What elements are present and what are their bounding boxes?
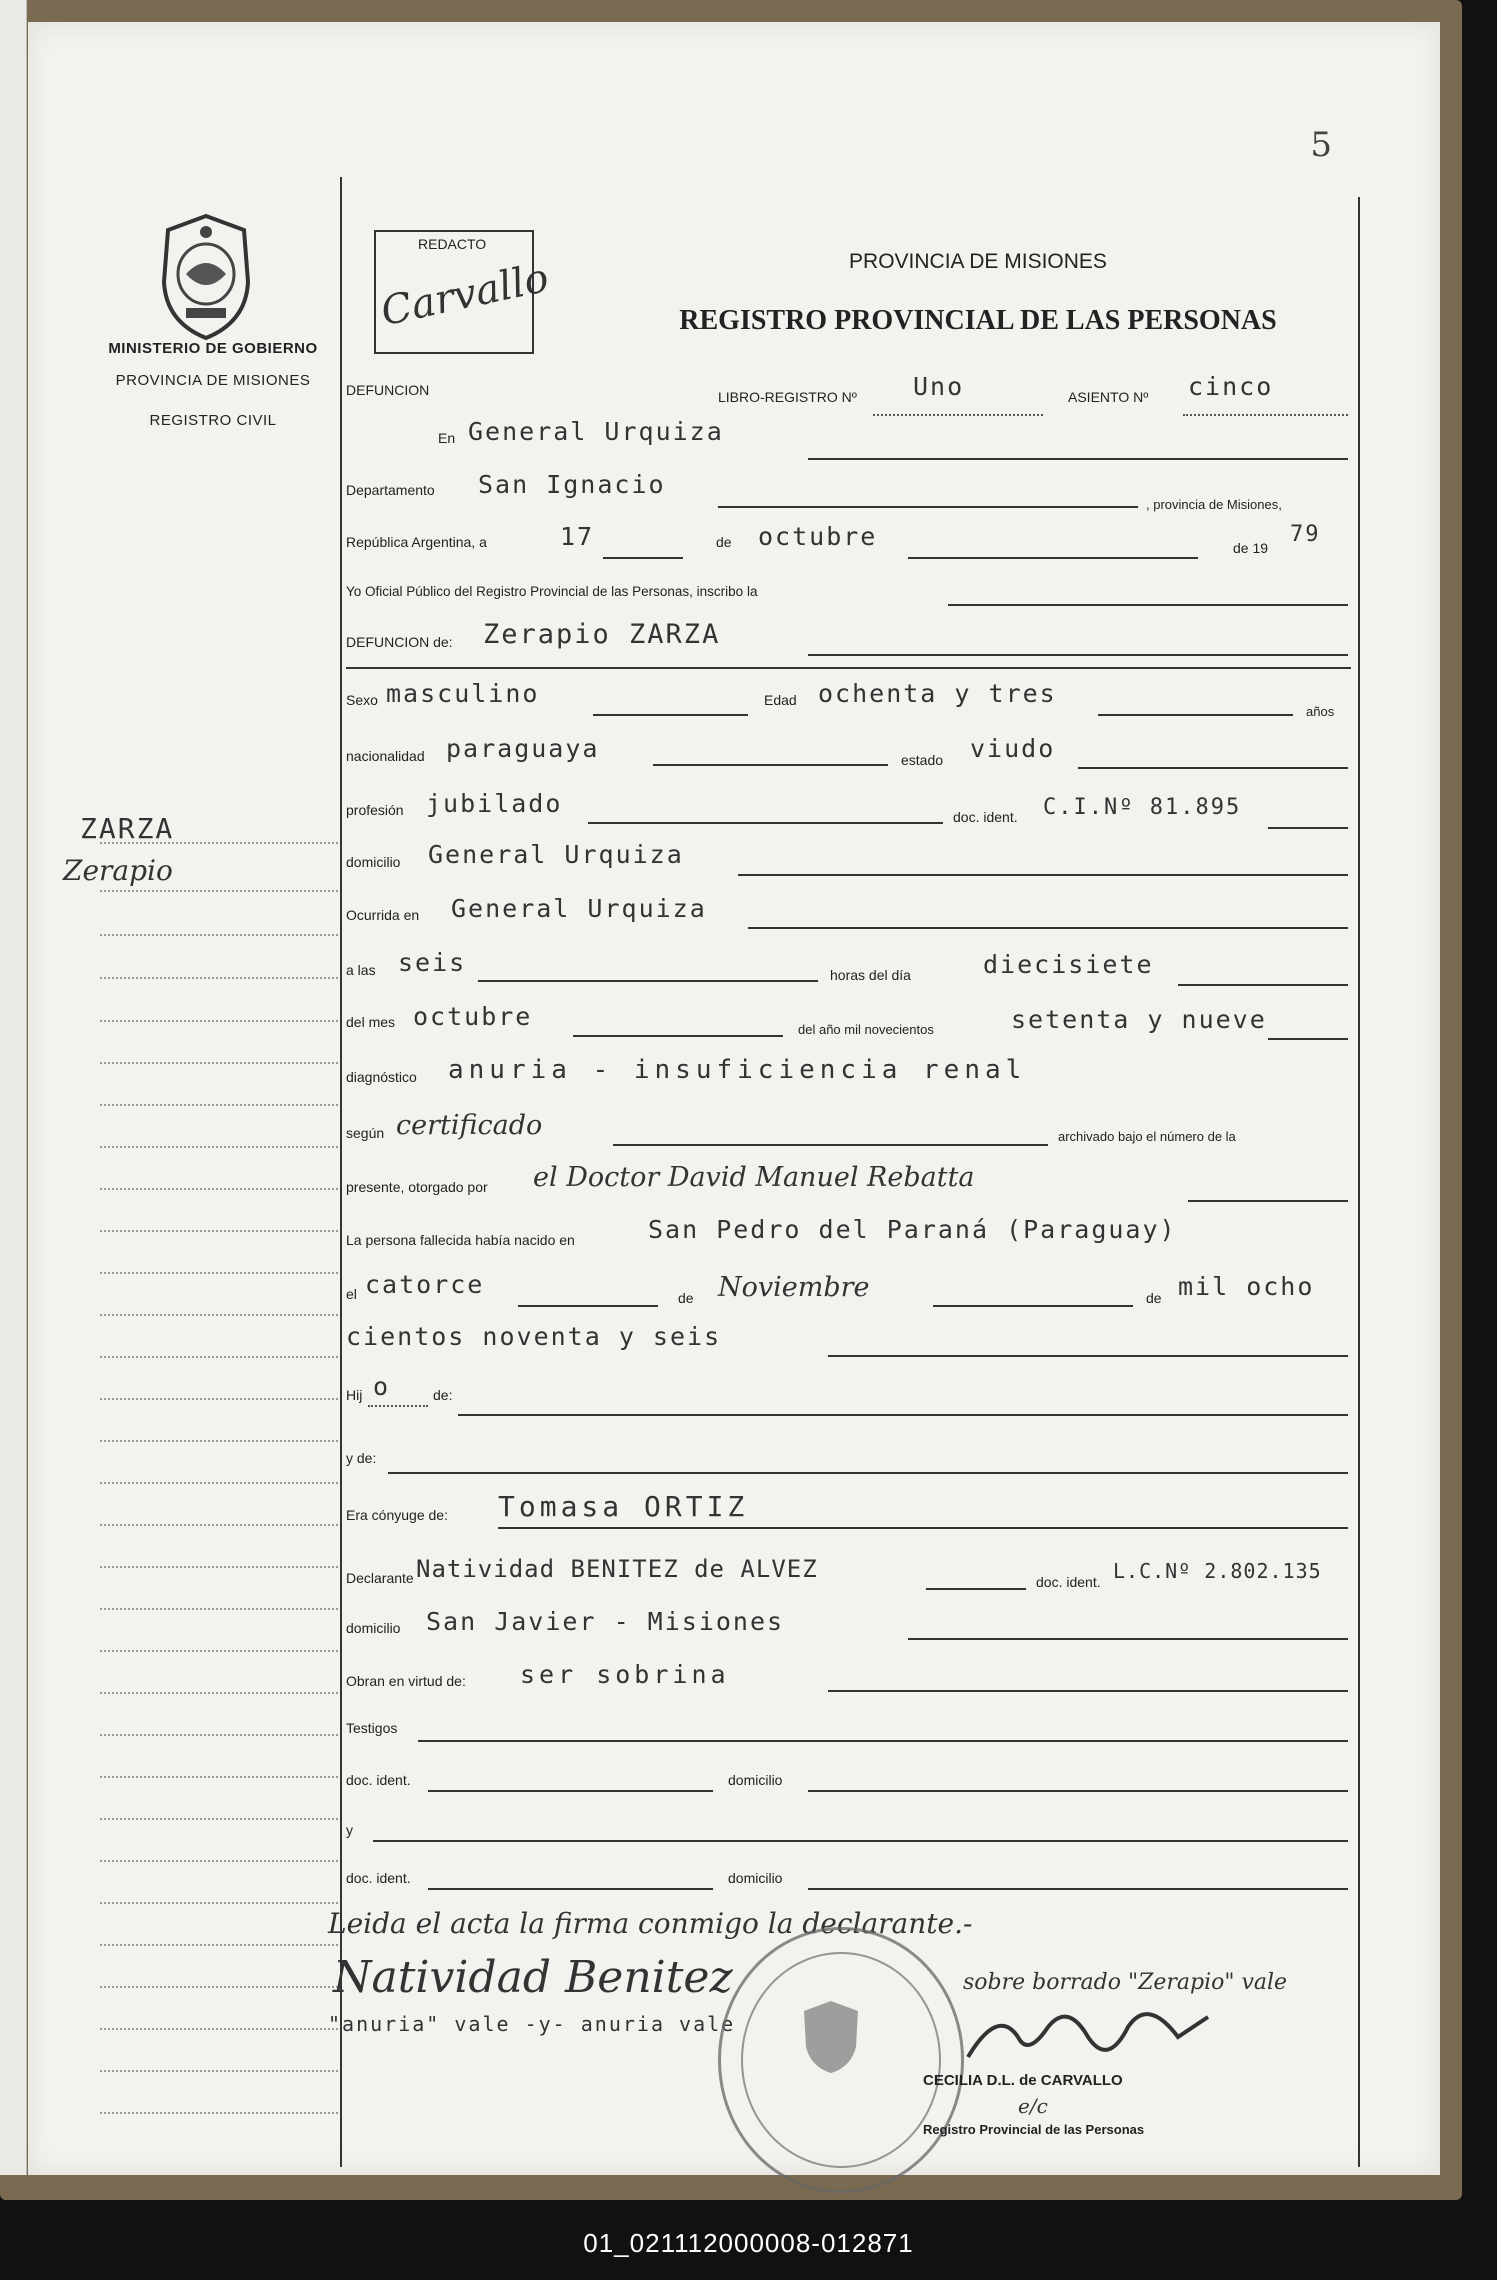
defuncion-de-label: DEFUNCION de: — [346, 634, 453, 650]
mes-value: octubre — [758, 522, 878, 551]
decl-doc-label: doc. ident. — [1036, 1574, 1101, 1590]
ocurrida-label: Ocurrida en — [346, 907, 420, 923]
departamento-value: San Ignacio — [478, 470, 666, 499]
hij-de-label: de: — [433, 1387, 453, 1403]
y-label: y — [346, 1822, 353, 1838]
presente-label: presente, otorgado por — [346, 1179, 488, 1195]
registry-label: REGISTRO CIVIL — [149, 412, 277, 429]
conyuge-label: Era cónyuge de: — [346, 1507, 448, 1523]
declarante-signature: Natividad Benitez — [333, 1952, 733, 2003]
del-mes-label: del mes — [346, 1014, 396, 1030]
official-name: CECILIA D.L. de CARVALLO — [923, 2072, 1123, 2089]
ministry-label: MINISTERIO DE GOBIERNO — [108, 340, 318, 357]
declarante-value: Natividad BENITEZ de ALVEZ — [416, 1555, 818, 1583]
a-las-label: a las — [346, 962, 376, 978]
diagnostico-label: diagnóstico — [346, 1069, 417, 1085]
el-label: el — [346, 1286, 357, 1302]
margin-surname: ZARZA — [80, 812, 175, 845]
doc-ident2-label: doc. ident. — [346, 1772, 411, 1788]
testigos-label: Testigos — [346, 1720, 398, 1736]
correction-note-1: sobre borrado "Zerapio" vale — [963, 1970, 1288, 1995]
official-signature — [958, 1997, 1218, 2077]
de2-label: de — [678, 1290, 694, 1306]
decl-doc-value: L.C.Nº 2.802.135 — [1113, 1559, 1322, 1583]
de-label: de — [716, 534, 732, 550]
official-office: Registro Provincial de las Personas — [923, 2122, 1145, 2137]
horas-label: horas del día — [830, 967, 911, 983]
y-de-label: y de: — [346, 1450, 377, 1466]
de3-value: mil ocho — [1178, 1272, 1315, 1301]
page-number: 5 — [1310, 125, 1332, 165]
decl-domicilio-value: San Javier - Misiones — [426, 1607, 785, 1636]
obran-value: ser sobrina — [520, 1660, 730, 1689]
left-margin-rule — [340, 177, 342, 2167]
estado-value: viudo — [970, 734, 1056, 763]
nacionalidad-label: nacionalidad — [346, 748, 425, 764]
doc-ident-label: doc. ident. — [953, 809, 1018, 825]
departamento-label: Departamento — [346, 482, 435, 498]
anios-label: años — [1306, 704, 1335, 719]
nacido-label: La persona fallecida había nacido en — [346, 1232, 575, 1248]
anio-value: 79 — [1290, 522, 1321, 547]
domicilio-label: domicilio — [346, 854, 401, 870]
el-value: catorce — [365, 1270, 485, 1299]
margin-given-name: Zerapio — [63, 854, 173, 887]
estado-label: estado — [901, 752, 944, 768]
redacto-signature: Carvallo — [377, 254, 553, 336]
del-anio-label: del año mil novecientos — [798, 1022, 934, 1037]
diagnostico-value: anuria - insuficiencia renal — [448, 1055, 1027, 1085]
profesion-label: profesión — [346, 802, 404, 818]
en-label: En — [438, 430, 456, 446]
doc-ident-value: C.I.Nº 81.895 — [1043, 795, 1242, 820]
dia-value: 17 — [560, 522, 595, 551]
right-margin-rule — [1358, 197, 1360, 2167]
domicilio-value: General Urquiza — [428, 840, 684, 869]
sexo-value: masculino — [386, 679, 540, 708]
provincial-seal-icon — [156, 212, 256, 342]
nacimiento-continuation: cientos noventa y seis — [346, 1322, 722, 1351]
conyuge-value: Tomasa ORTIZ — [498, 1490, 749, 1523]
profesion-value: jubilado — [426, 789, 563, 818]
nacido-value: San Pedro del Paraná (Paraguay) — [648, 1215, 1177, 1244]
segun-label: según — [346, 1125, 385, 1141]
de2-value: Noviembre — [718, 1272, 870, 1303]
hij-label: Hij — [346, 1387, 363, 1403]
decl-domicilio-label: domicilio — [346, 1620, 401, 1636]
asiento-value: cinco — [1188, 372, 1274, 401]
previous-page-edge — [0, 0, 27, 2175]
presente-value: el Doctor David Manuel Rebatta — [533, 1162, 975, 1193]
edad-label: Edad — [764, 692, 797, 708]
doc-ident3-label: doc. ident. — [346, 1870, 411, 1886]
libro-value: Uno — [913, 372, 965, 401]
nacionalidad-value: paraguaya — [446, 734, 600, 763]
edad-value: ochenta y tres — [818, 679, 1057, 708]
asiento-label: ASIENTO Nº — [1068, 389, 1149, 405]
de3-label: de — [1146, 1290, 1162, 1306]
register-page — [28, 22, 1440, 2175]
archivado-label: archivado bajo el número de la — [1058, 1129, 1236, 1144]
provincia-suffix: , provincia de Misiones, — [1146, 497, 1282, 512]
declarante-label: Declarante — [346, 1570, 414, 1586]
a-las-value: seis — [398, 948, 467, 977]
obran-label: Obran en virtud de: — [346, 1673, 466, 1689]
oficial-text: Yo Oficial Público del Registro Provincial de las Personas, inscribo la — [346, 584, 758, 599]
hij-value: o — [373, 1372, 391, 1401]
del-anio-value: setenta y nueve — [1011, 1005, 1267, 1034]
province-label: PROVINCIA DE MISIONES — [115, 372, 311, 389]
ocurrida-value: General Urquiza — [451, 894, 707, 923]
sexo-label: Sexo — [346, 692, 378, 708]
document-id: 01_021112000008-012871 — [583, 2228, 914, 2258]
closing-line: Leida el acta la firma conmigo la declarante.- — [328, 1907, 973, 1940]
header-registry: REGISTRO PROVINCIAL DE LAS PERSONAS — [679, 305, 1277, 336]
anio-label: de 19 — [1233, 540, 1269, 556]
header-province: PROVINCIA DE MISIONES — [849, 250, 1107, 273]
en-value: General Urquiza — [468, 417, 724, 446]
domicilio2-label: domicilio — [728, 1772, 783, 1788]
defuncion-label: DEFUNCION — [346, 382, 430, 398]
official-role: e/c — [1018, 2094, 1048, 2118]
domicilio3-label: domicilio — [728, 1870, 783, 1886]
correction-note-2: "anuria" vale -y- anuria vale — [328, 2012, 736, 2036]
horas-value: diecisiete — [983, 950, 1154, 979]
defuncion-de-value: Zerapio ZARZA — [483, 619, 721, 650]
coat-of-arms-icon — [796, 1997, 866, 2077]
libro-label: LIBRO-REGISTRO Nº — [718, 389, 857, 405]
redacto-label: REDACTO — [418, 236, 487, 252]
segun-value: certificado — [396, 1110, 543, 1141]
republica-label: República Argentina, a — [346, 534, 487, 550]
del-mes-value: octubre — [413, 1002, 533, 1031]
